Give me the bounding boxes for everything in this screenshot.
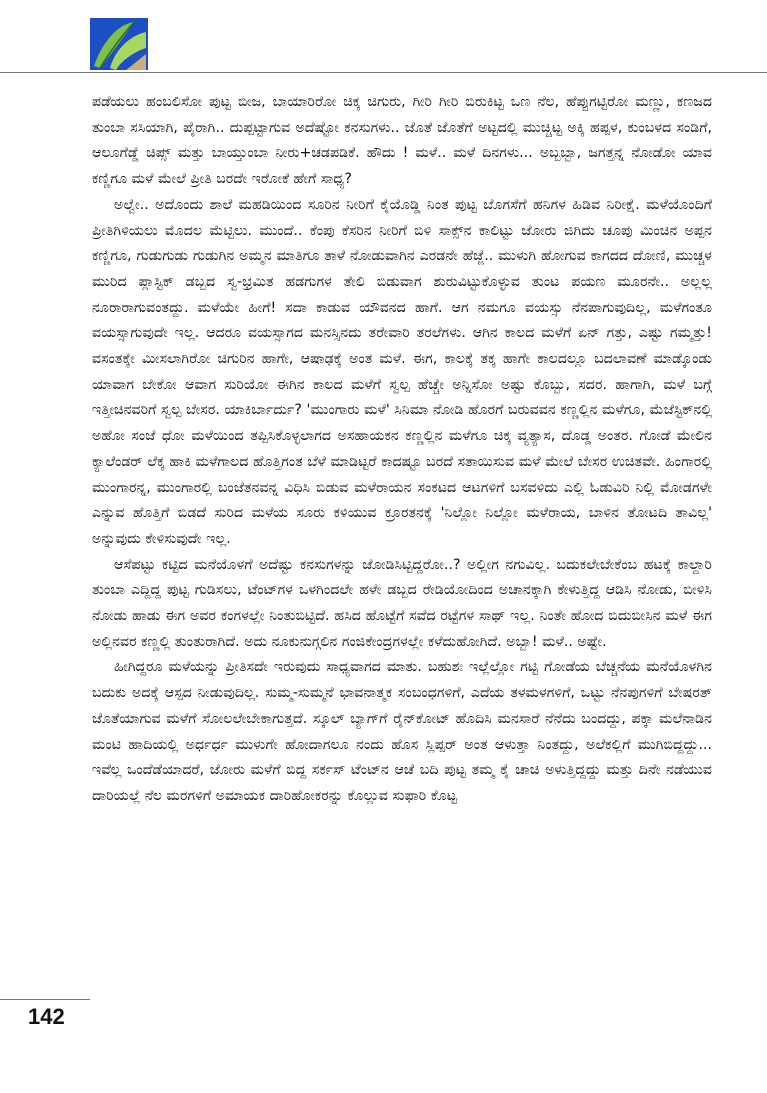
footer-divider bbox=[0, 999, 90, 1000]
page-number: 142 bbox=[28, 1004, 65, 1029]
article-body bbox=[92, 90, 712, 810]
leaf-logo-icon bbox=[90, 18, 148, 70]
paragraph: ಪಡೆಯಲು ಹಂಬಲಿಸೋ ಪುಟ್ಟ ಬೀಜ, ಬಾಯಾರಿರೋ ಚಿಕ್ಕ ಚಿಗುರು, ಗೀರಿ ಗೀರಿ ಬಿರುಕಿಟ್ಟ ಒಣ ನೆಲ, ಹೆಪ್ಪುಗಟ್ಟಿರೋ ಮಣ್ಣು, ಕಣಜದ ತುಂಬಾ ಸಸಿಯಾಗಿ, ಪೈರಾಗಿ.. ದುಪ್ಪಟ್ಟಾಗುವ ಅದೆಷ್ಟೋ ಕನಸುಗಳು.. ಜೊತೆ ಜೊತೆಗೆ ಅಟ್ಟದಲ್ಲಿ ಮುಚ್ಚಿಟ್ಟ ಅಕ್ಕಿ ಹಪ್ಪಳ, ಕುಂಬಳದ ಸಂಡಿಗೆ, ಆಲೂಗೆಡ್ಡೆ ಚಿಪ್ಸ್ ಮತ್ತು ಬಾಯ್ತುಂಬಾ ನೀರು+ಚಡಪಡಿಕೆ. ಹೌದು ! ಮಳೆ.. ಮಳೆ ದಿನಗಳು... ಅಬ್ಬಬ್ಬಾ, ಜಗತ್ತನ್ನ ನೋಡೋ ಯಾವ ಕಣ್ಣಿಗೂ ಮಳೆ ಮೇಲೆ ಪ್ರೀತಿ ಬರದೇ ಇರೋಕೆ ಹೇಗೆ ಸಾಧ್ಯ? bbox=[92, 94, 712, 188]
paragraph: ಹೀಗಿದ್ದರೂ ಮಳೆಯನ್ನು ಪ್ರೀತಿಸದೇ ಇರುವುದು ಸಾಧ್ಯವಾಗದ ಮಾತು. ಬಹುಶಃ ಇಲ್ಲೆಲ್ಲೋ ಗಟ್ಟಿ ಗೋಡೆಯ ಬೆಚ್ಚನೆಯ ಮನೆಯೊಳಗಿನ ಬದುಕು ಅದಕ್ಕೆ ಆಸ್ಪದ ನೀಡುವುದಿಲ್ಲ. ಸುಮ್ಮ-ಸುಮ್ಮನೆ ಭಾವನಾತ್ಮಕ ಸಂಬಂಧಗಳಿಗೆ, ಎದೆಯ ತಳಮಳಗಳಿಗೆ, ಒಟ್ಟು ನೆನಪುಗಳಿಗೆ ಬೇಷರತ್ ಜೊತೆಯಾಗುವ ಮಳೆಗೆ ಸೋಲಲೇಬೇಕಾಗುತ್ತದೆ. ಸ್ಕೂಲ್ ಬ್ಯಾಗ್‌ಗೆ ರೈನ್‌ಕೋಟ್ ಹೊದಿಸಿ ಮನಸಾರೆ ನೆನೆದು ಬಂದದ್ದು, ಪಕ್ಕಾ ಮಲೆನಾಡಿನ ಮಂಟಿ ಹಾದಿಯಲ್ಲಿ ಅರ್ಧರ್ಧ ಮುಳುಗೇ ಹೋದಾಗಲೂ ನಂದು ಹೊಸ ಸ್ಲಿಪ್ಪರ್ ಅಂತ ಆಳುತ್ತಾ ನಿಂತದ್ದು, ಅಲೆಕಲ್ಲಿಗೆ ಮುಗಿಬಿದ್ದದ್ದು... ಇವೆಲ್ಲ ಒಂದೆಡೆಯಾದರೆ, ಜೋರು ಮಳೆಗೆ ಬಿದ್ದ ಸರ್ಕಸ್ ಟೆಂಟ್‌ನ ಆಚೆ ಬದಿ ಪುಟ್ಟ ತಮ್ಮ ಕೈ ಚಾಚಿ ಅಳುತ್ತಿದ್ದದ್ದು ಮತ್ತು ದಿನೇ ನಡೆಯುವ ದಾರಿಯಲ್ಲೆ ನೆಲ ಮರಗಳಿಗೆ ಅಮಾಯಕ ದಾರಿಹೋಕರನ್ನು ಕೊಲ್ಲುವ ಸುಫಾರಿ ಕೊಟ್ಟ bbox=[92, 659, 712, 804]
paragraph: ಅಲ್ವೇ.. ಅದೊಂದು ಶಾಲೆ ಮಹಡಿಯಿಂದ ಸೂರಿನ ನೀರಿಗೆ ಕೈಯೊಡ್ಡಿ ನಿಂತ ಪುಟ್ಟ ಬೊಗಸೆಗೆ ಹನಿಗಳ ಹಿಡಿವ ನಿರೀಕ್ಷೆ. ಮಳೆಯೊಂದಿಗೆ ಪ್ರೀತಿಗಿಳಿಯಲು ಮೊದಲ ಮೆಟ್ಟಿಲು. ಮುಂದೆ.. ಕೆಂಪು ಕೆಸರಿನ ನೀರಿಗೆ ಬಿಳಿ ಸಾಕ್ಸ್‌ನ ಕಾಲಿಟ್ಟು ಜೋರು ಜಿಗಿದು ಚೂಪು ಮಿಂಚಿನ ಅಪ್ಪನ ಕಣ್ಣಿಗೂ, ಗುಡುಗುಡು ಗುಡುಗಿನ ಅಮ್ಮನ ಮಾತಿಗೂ ತಾಳೆ ನೋಡುವಾಗಿನ ಎರಡನೇ ಹೆಜ್ಜೆ.. ಮುಳುಗಿ ಹೋಗುವ ಕಾಗದದ ದೋಣಿ, ಮುಚ್ಚಳ ಮುರಿದ ಪ್ಲಾಸ್ಟಿಕ್ ಡಬ್ಬದ ಸ್ವ-ಭ್ರಮಿತ ಹಡಗುಗಳ ತೇಲಿ ಬಿಡುವಾಗ ಶುರುವಿಟ್ಟುಕೊಳ್ಳುವ ತುಂಟ ಪಯಣ ಮೂರನೇ.. ಅಲ್ಲಲ್ಲ ನೂರಾರಾಗುವಂತದ್ದು. ಮಳೆಯೇ ಹೀಗೆ! ಸದಾ ಕಾಡುವ ಯೌವನದ ಹಾಗೆ. ಆಗ ನಮಗೂ ವಯಸ್ಸು ನೆನಪಾಗುವುದಿಲ್ಲ, ಮಳೆಗಂತೂ ವಯಸ್ಸಾಗುವುದೇ ಇಲ್ಲ. ಆದರೂ ವಯಸ್ಸಾಗದ ಮನಸ್ಸಿನದು ತರೇವಾರಿ ತರಲೆಗಳು. ಆಗಿನ ಕಾಲದ ಮಳೆಗೆ ಏನ್ ಗತ್ತು, ಎಷ್ಟು ಗಮ್ಮತ್ತು! ವಸಂತಕ್ಕೇ ಮೀಸಲಾಗಿರೋ ಚಿಗುರಿನ ಹಾಗೇ, ಆಷಾಢಕ್ಕೆ ಅಂತ ಮಳೆ. ಈಗ, ಕಾಲಕ್ಕೆ ತಕ್ಕ ಹಾಗೇ ಕಾಲದಲ್ಲೂ ಬದಲಾವಣೆ ಮಾಡ್ಕೊಂಡು ಯಾವಾಗ ಬೇಕೋ ಆವಾಗ ಸುರಿಯೋ ಈಗಿನ ಕಾಲದ ಮಳೆಗೆ ಸ್ವಲ್ಪ ಹೆಚ್ಚೇ ಅನ್ನಿಸೋ ಅಷ್ಟು ಕೊಬ್ಬು, ಸದರ. ಹಾಗಾಗಿ, ಮಳೆ ಬಗ್ಗೆ ಇತ್ತೀಚಿನವರಿಗೆ ಸ್ವಲ್ಪ ಬೇಸರ. ಯಾಕಿರ್ಬಾರ್ದು? 'ಮುಂಗಾರು ಮಳೆ' ಸಿನಿಮಾ ನೋಡಿ ಹೊರಗೆ ಬರುವವನ ಕಣ್ಣಲ್ಲಿನ ಮಳೆಗೂ, ಮೆಜೆಸ್ಟಿಕ್‌ನಲ್ಲಿ ಅಹೋ ಸಂಜೆ ಧೋ ಮಳೆಯಿಂದ ತಪ್ಪಿಸಿಕೊಳ್ಳಲಾಗದ ಅಸಹಾಯಕನ ಕಣ್ಣಲ್ಲಿನ ಮಳೆಗೂ ಚಿಕ್ಕ ವ್ಯತ್ಯಾಸ, ದೊಡ್ಡ ಅಂತರ. ಗೋಡೆ ಮೇಲಿನ ಕ್ಯಾಲೆಂಡರ್ ಲೆಕ್ಕ ಹಾಕಿ ಮಳೆಗಾಲದ ಹೊತ್ತಿಗಂತ ಬೆಳೆ ಮಾಡಿಟ್ಟರೆ ಕಾದಷ್ಟೂ ಬರದೆ ಸತಾಯಿಸುವ ಮಳೆ ಮೇಲೆ ಬೇಸರ ಉಚಿತವೇ. ಹಿಂಗಾರಲ್ಲಿ ಮುಂಗಾರನ್ನ, ಮುಂಗಾರಲ್ಲಿ ಬಂಜೆತನವನ್ನ ವಿಧಿಸಿ ಬಿಡುವ ಮಳೆರಾಯನ ಸಂಕಟದ ಆಟಗಳಿಗೆ ಬಸವಳಿದು ಎಲ್ಲಿ ಓಡುವಿರಿ ನಿಲ್ಲಿ ಮೋಡಗಳೇ ಎನ್ನುವ ಹೊತ್ತಿಗೆ ಬಿಡದೆ ಸುರಿದ ಮಳೆಯ ಸೂರು ಕಳಿಯುವ ಕ್ರೂರತನಕ್ಕೆ 'ನಿಲ್ಲೋ ನಿಲ್ಲೋ ಮಳೆರಾಯ, ಬಾಳಿನ ತೋಟದಿ ತಾವಿಲ್ಲ' ಅನ್ನುವುದು ಕೇಳಿಸುವುದೇ ಇಲ್ಲ. bbox=[92, 196, 712, 547]
paragraph: ಆಸೆಪಟ್ಟು ಕಟ್ಟಿದ ಮನೆಯೊಳಗೆ ಅದೆಷ್ಟು ಕನಸುಗಳನ್ನು ಜೋಡಿಸಿಟ್ಟಿದ್ದರೋ..? ಅಲ್ಲೀಗ ನಗುವಿಲ್ಲ. ಬದುಕಲೇಬೇಕೆಂಬ ಹಟಕ್ಕೆ ಕಾಲ್ದಾರಿ ತುಂಬಾ ಎದ್ದಿದ್ದ ಪುಟ್ಟ ಗುಡಿಸಲು, ಟೆಂಟ್‌ಗಳ ಒಳಗಿಂದಲೇ ಹಳೇ ಡಬ್ಬದ ರೇಡಿಯೋದಿಂದ ಅಚಾನಕ್ಕಾಗಿ ಕೇಳುತ್ತಿದ್ದ ಆಡಿಸಿ ನೋಡು, ಬೀಳಿಸಿ ನೋಡು ಹಾಡು ಈಗ ಅವರ ಕಂಗಳಲ್ಲೇ ನಿಂತುಬಿಟ್ಟಿದೆ. ಹಸಿದ ಹೊಟ್ಟೆಗೆ ಸವೆದ ರಟ್ಟೆಗಳ ಸಾಥ್ ಇಲ್ಲ. ನಿಂತೇ ಹೋದ ಬಿದುಬೀಸಿನ ಮಳೆ ಈಗ ಅಲ್ಲಿನವರ ಕಣ್ಣಲ್ಲಿ ತುಂತುರಾಗಿದೆ. ಅದು ನೂಕುನುಗ್ಗಲಿನ ಗಂಜಿಕೇಂದ್ರಗಳಲ್ಲೇ ಕಳೆದುಹೋಗಿದೆ. ಅಬ್ಬಾ! ಮಳೆ.. ಅಷ್ಟೇ. bbox=[92, 556, 712, 650]
header-divider bbox=[0, 72, 767, 73]
